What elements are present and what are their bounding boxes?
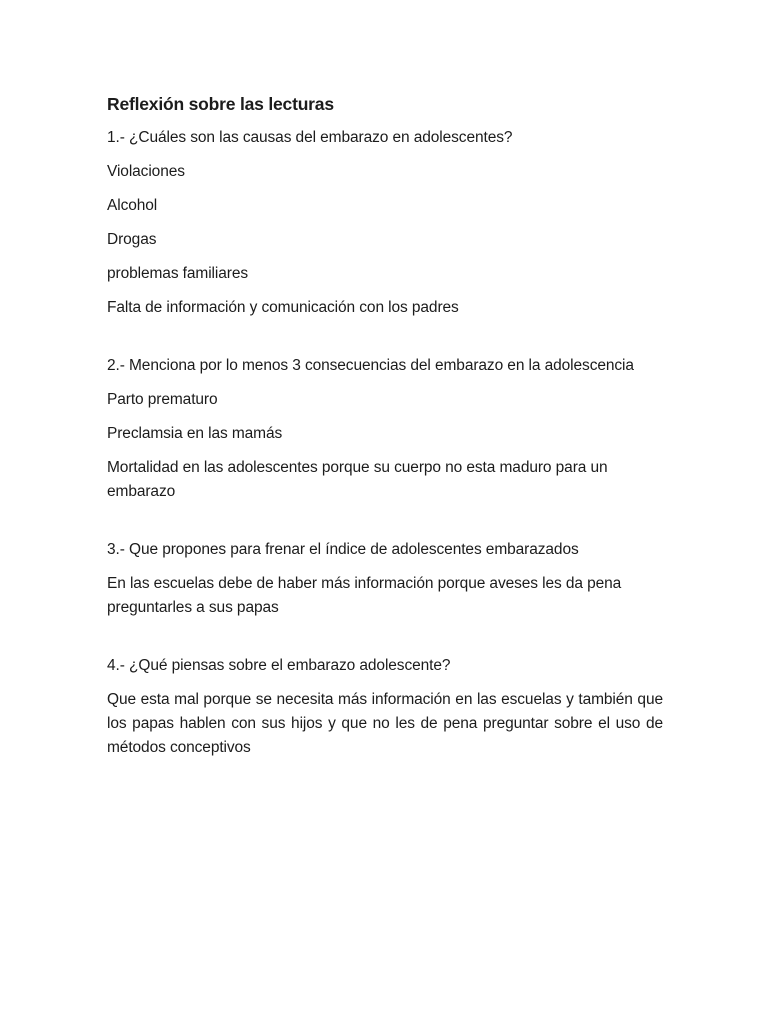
answer-line: Violaciones <box>107 163 185 180</box>
question-4: 4.- ¿Qué piensas sobre el embarazo adolescente? <box>107 657 451 674</box>
question-3: 3.- Que propones para frenar el índice de adolescentes embarazados <box>107 541 579 558</box>
answer-line: Falta de información y comunicación con los padres <box>107 299 459 316</box>
answer-paragraph: En las escuelas debe de haber más información porque aveses les da pena preguntarles a sus papas <box>107 575 622 616</box>
section-1 <box>107 126 663 320</box>
answer-line: Preclamsia en las mamás <box>107 425 283 442</box>
answer-paragraph: Mortalidad en las adolescentes porque su cuerpo no esta maduro para un embarazo <box>107 459 608 500</box>
document-page <box>107 92 663 794</box>
section-4 <box>107 654 663 760</box>
section-2 <box>107 354 663 504</box>
question-1: 1.- ¿Cuáles son las causas del embarazo en adolescentes? <box>107 129 513 146</box>
answer-line: Drogas <box>107 231 157 248</box>
answer-line: Parto prematuro <box>107 391 218 408</box>
document-title: Reflexión sobre las lecturas <box>107 94 334 114</box>
question-2: 2.- Menciona por lo menos 3 consecuencias del embarazo en la adolescencia <box>107 357 634 374</box>
answer-paragraph: Que esta mal porque se necesita más información en las escuelas y también que los papas hablen con sus hijos y que no les de pena preguntar sobre el uso de métodos conceptivos <box>107 691 663 756</box>
answer-line: Alcohol <box>107 197 158 214</box>
answer-line: problemas familiares <box>107 265 248 282</box>
section-3 <box>107 538 663 620</box>
